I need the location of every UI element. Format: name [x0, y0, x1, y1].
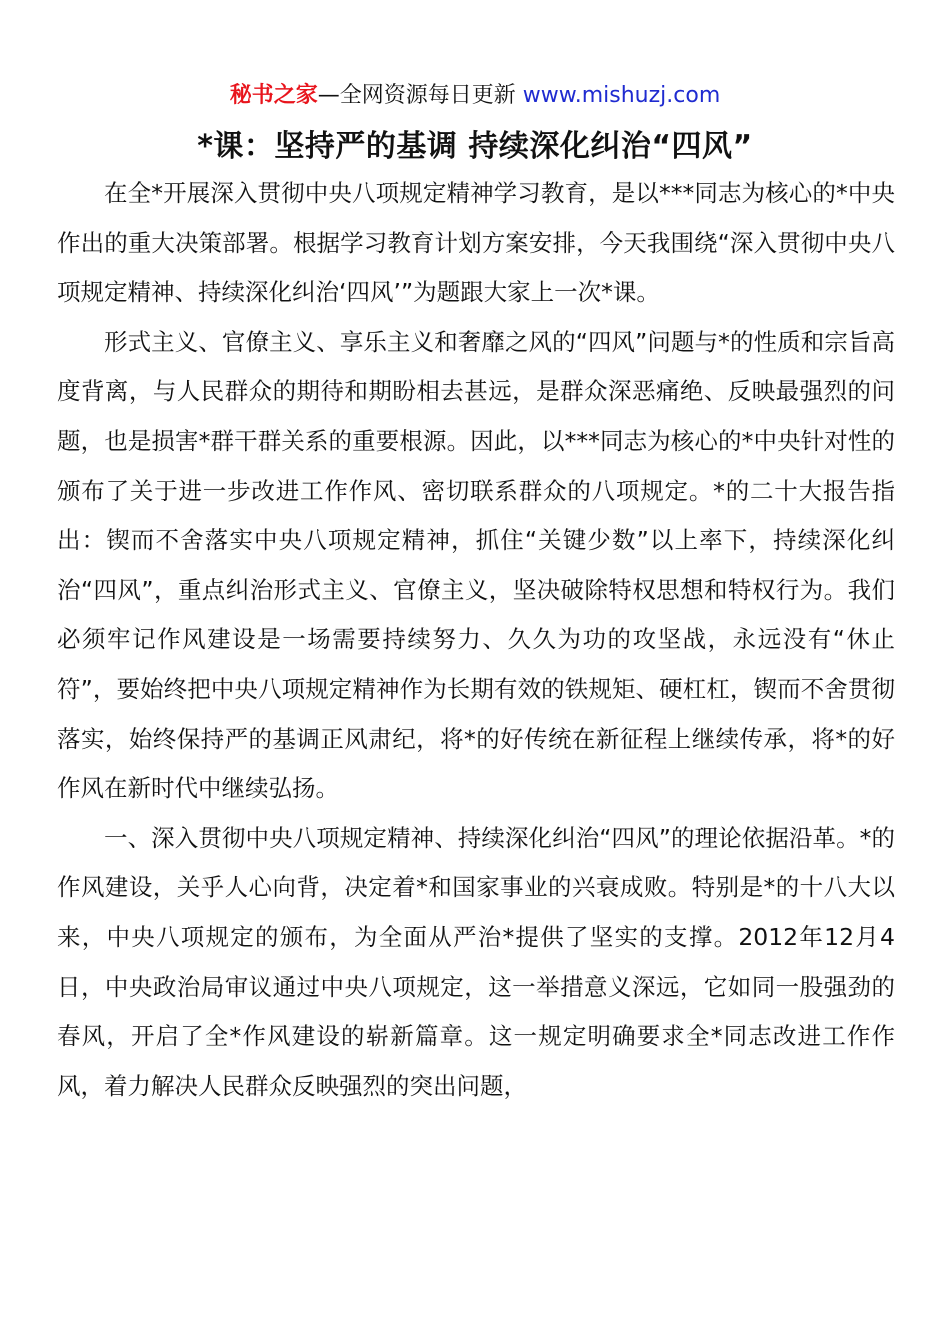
site-header [0, 80, 950, 112]
paragraph-intro: 在全*开展深入贯彻中央八项规定精神学习教育，是以***同志为核心的*中央作出的重大决策部署。根据学习教育计划方案安排，今天我围绕“深入贯彻中央八项规定精神、持续深化纠治‘四风’”为题跟大家上一次*课。 [57, 179, 895, 307]
document-body [57, 169, 895, 1111]
site-url-link[interactable]: www.mishuzj.com [522, 83, 721, 108]
document-title: *课：坚持严的基调 持续深化纠治“四风” [197, 129, 753, 164]
header-tagline: —全网资源每日更新 [317, 83, 523, 108]
brand-name: 秘书之家 [229, 83, 318, 108]
paragraph-four-winds: 形式主义、官僚主义、享乐主义和奢靡之风的“四风”问题与*的性质和宗旨高度背离，与人民群众的期待和期盼相去甚远，是群众深恶痛绝、反映最强烈的问题，也是损害*群干群关系的重要根源。因此，以***同志为核心的*中央针对性的颁布了关于进一步改进工作作风、密切联系群众的八项规定。*的二十大报告指出：锲而不舍落实中央八项规定精神，抓住“关键少数”以上率下，持续深化纠治“四风”，重点纠治形式主义、官僚主义，坚决破除特权思想和特权行为。我们必须牢记作风建设是一场需要持续努力、久久为功的攻坚战，永远没有“休止符”，要始终把中央八项规定精神作为长期有效的铁规矩、硬杠杠，锲而不舍贯彻落实，始终保持严的基调正风肃纪，将*的好传统在新征程上继续传承，将*的好作风在新时代中继续弘扬。 [57, 327, 895, 803]
paragraph-section-one: 一、深入贯彻中央八项规定精神、持续深化纠治“四风”的理论依据沿革。*的作风建设，关乎人心向背，决定着*和国家事业的兴衰成败。特别是*的十八大以来，中央八项规定的颁布，为全面从严治*提供了坚实的支撑。2012年12月4日，中央政治局审议通过中央八项规定，这一举措意义深远，它如同一股强劲的春风，开启了全*作风建设的崭新篇章。这一规定明确要求全*同志改进工作作风，着力解决人民群众反映强烈的突出问题， [57, 823, 895, 1100]
